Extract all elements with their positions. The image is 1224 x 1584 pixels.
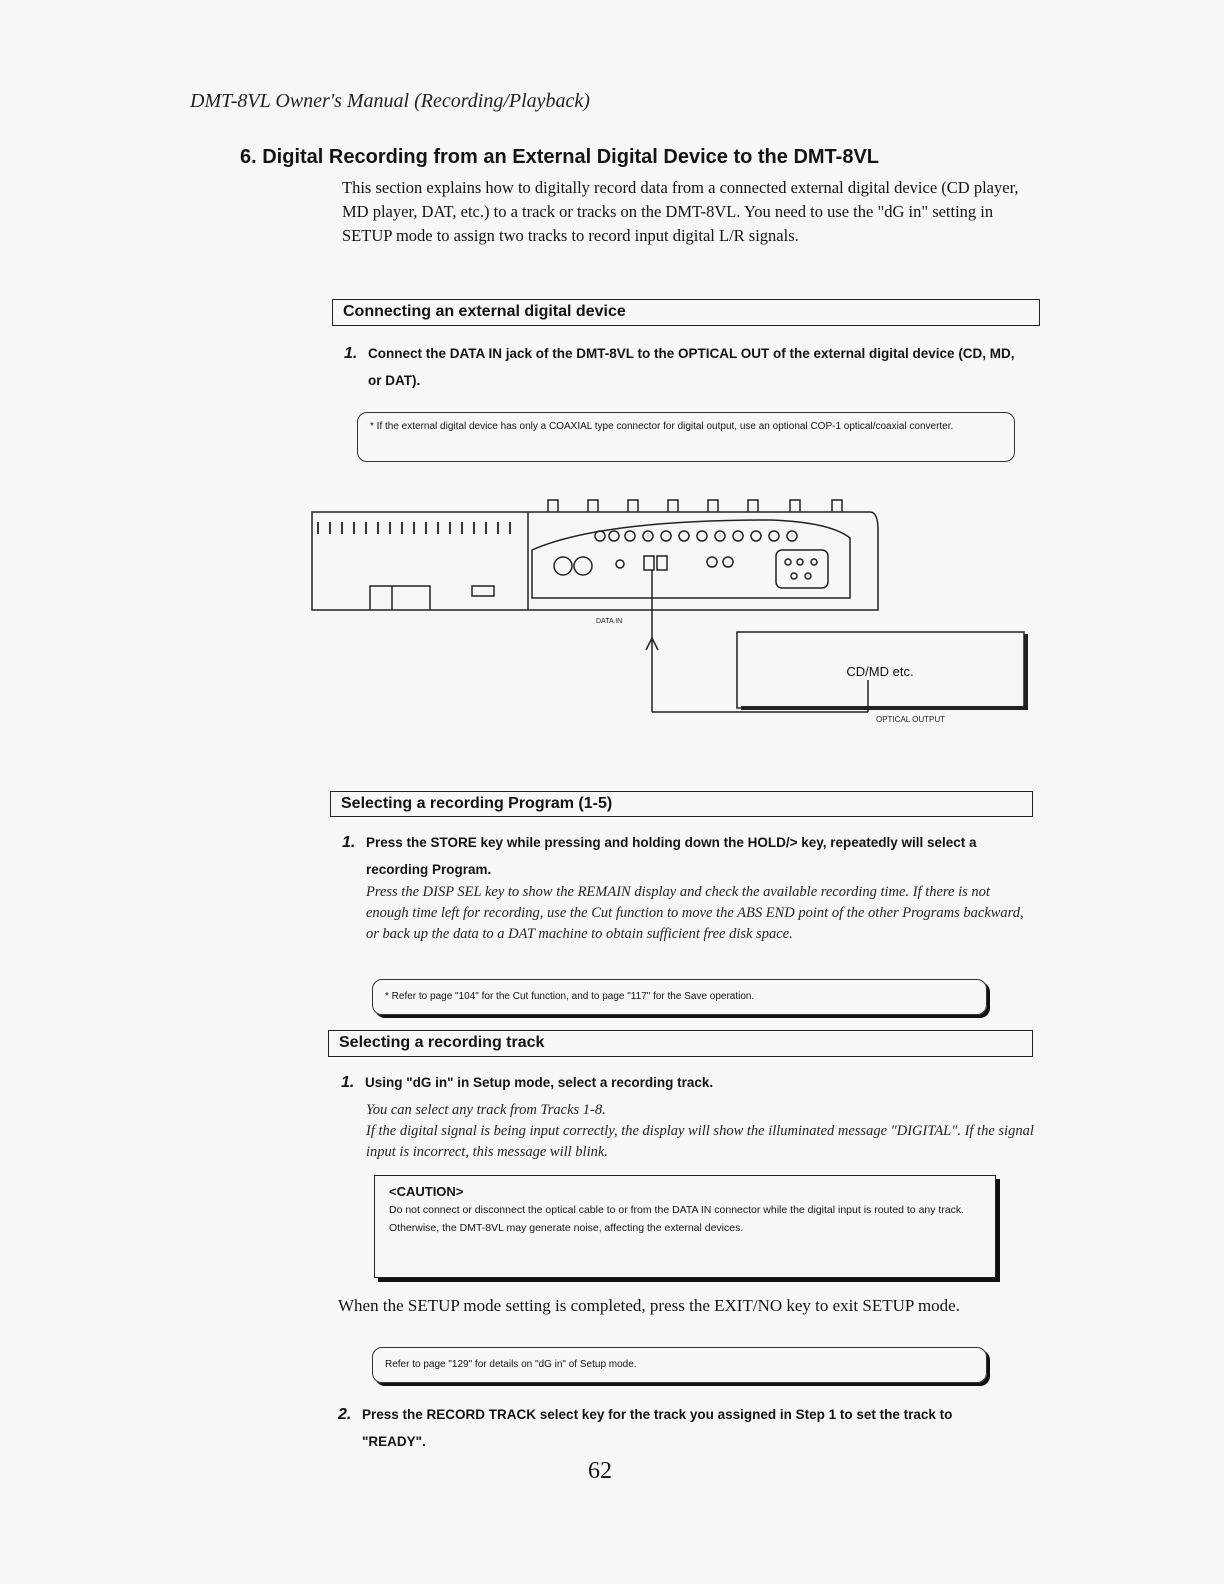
step-text: Press the RECORD TRACK select key for the track you assigned in Step 1 to set the track to "READY". [362, 1407, 953, 1449]
exit-setup-text: When the SETUP mode setting is completed, press the EXIT/NO key to exit SETUP mode. [338, 1296, 960, 1315]
running-header: DMT-8VL Owner's Manual (Recording/Playback) [190, 90, 590, 112]
step-text: Using "dG in" in Setup mode, select a recording track. [365, 1075, 714, 1090]
step-number: 1. [341, 1074, 355, 1091]
step-text: Press the STORE key while pressing and holding down the HOLD/> key, repeatedly will select a recording Program. [366, 835, 977, 877]
caution-box [374, 1175, 996, 1278]
section-heading-connecting: Connecting an external digital device [332, 299, 1040, 326]
step-record-track [338, 1401, 1017, 1455]
device-label: CD/MD etc. [846, 664, 914, 679]
step-select-track [341, 1069, 1015, 1096]
connection-diagram [300, 490, 1040, 750]
section-heading-track: Selecting a recording track [328, 1030, 1033, 1057]
caution-body: Do not connect or disconnect the optical cable to or from the DATA IN connector while the digital input is routed to any track. Otherwise, the DMT-8VL may generate noise, affecting the external devices. [389, 1204, 965, 1234]
track-range-note: You can select any track from Tracks 1-8. [366, 1102, 606, 1118]
note-cut-save: * Refer to page "104" for the Cut function, and to page "117" for the Save operation. [372, 979, 987, 1015]
step-connect [344, 340, 1028, 394]
optical-output-label: OPTICAL OUTPUT [876, 715, 946, 724]
digital-indicator-note: If the digital signal is being input correctly, the display will show the illuminated message "DIGITAL". If the signal input is incorrect, this message will blink. [366, 1123, 1034, 1160]
recorder-body [312, 512, 878, 610]
intro-paragraph: This section explains how to digitally record data from a connected external digital device (CD player, MD player, DAT, etc.) to a track or tracks on the DMT-8VL. You need to use the "dG in" setting in SETUP mode to assign two tracks to record input digital L/R signals. [342, 178, 1019, 245]
note-coaxial: * If the external digital device has only a COAXIAL type connector for digital output, use an optional COP-1 optical/coaxial converter. [357, 412, 1015, 462]
step-text: Connect the DATA IN jack of the DMT-8VL to the OPTICAL OUT of the external digital device (CD, MD, or DAT). [368, 346, 1015, 388]
note-dg-in: Refer to page "129" for details on "dG in" of Setup mode. [372, 1347, 987, 1383]
step-select-program [342, 829, 1016, 883]
caution-title: <CAUTION> [389, 1184, 464, 1199]
step-number: 2. [338, 1406, 352, 1423]
data-in-label: DATA IN [596, 618, 623, 625]
step-number: 1. [344, 345, 358, 362]
page-number: 62 [588, 1458, 612, 1484]
section-title: 6. Digital Recording from an External Digital Device to the DMT-8VL [240, 146, 880, 168]
program-remain-note: Press the DISP SEL key to show the REMAIN display and check the available recording time. If there is not enough time left for recording, use the Cut function to move the ABS END point of the other Programs backward, or back up the data to a DAT machine to obtain sufficient free disk space. [366, 884, 1024, 942]
section-heading-program: Selecting a recording Program (1-5) [330, 791, 1033, 817]
step-number: 1. [342, 834, 356, 851]
